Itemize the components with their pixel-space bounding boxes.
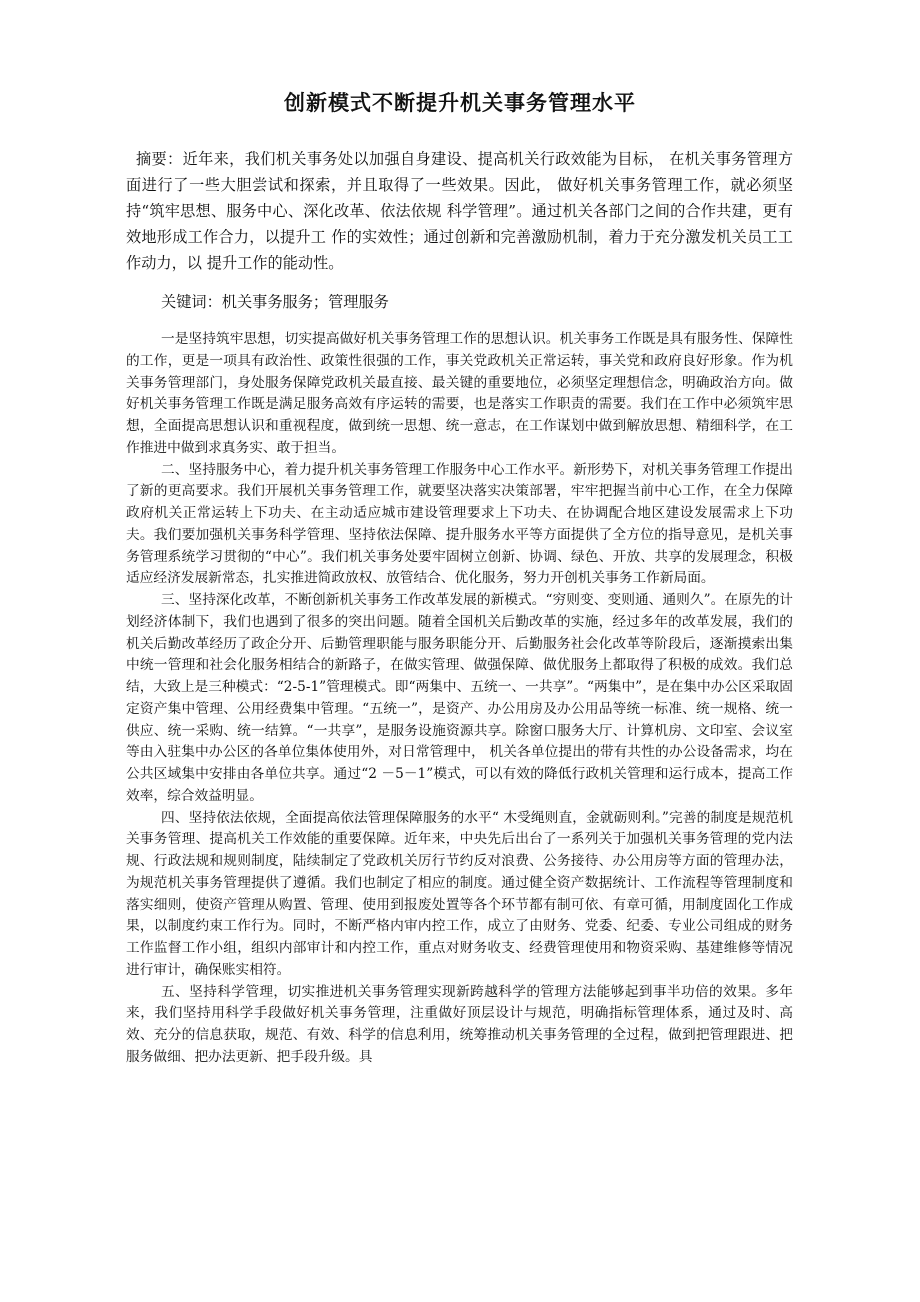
abstract	[126, 146, 793, 276]
paragraph-5: 五、坚持科学管理，切实推进机关事务管理实现新跨越科学的管理方法能够起到事半功倍的效果。多年来，我们坚持用科学手段做好机关事务管理，注重做好顶层设计与规范，明确指标管理体系，通过及时、高效、充分的信息获取，规范、有效、科学的信息利用，统筹推动机关事务管理的全过程，做到把管理跟进、把服务做细、把办法更新、把手段升级。具	[126, 983, 793, 1065]
paragraph-2: 二、坚持服务中心，着力提升机关事务管理工作服务中心工作水平。新形势下，对机关事务管理工作提出了新的更高要求。我们开展机关事务管理工作，就要坚决落实决策部署，牢牢把握当前中心工作，在全力保障政府机关正常运转上下功夫、在主动适应城市建设管理要求上下功夫、在协调配合地区建设发展需求上下功夫。我们要加强机关事务科学管理、坚持依法保障、提升服务水平等方面提供了全方位的指导意见，是机关事务管理系统学习贯彻的“中心”。我们机关事务处要牢固树立创新、协调、绿色、开放、共享的发展理念，积极适应经济发展新常态，扎实推进简政放权、放管结合、优化服务，努力开创机关事务工作新局面。	[126, 461, 793, 587]
paragraph-1: 一是坚持筑牢思想，切实提高做好机关事务管理工作的思想认识。机关事务工作既是具有服务性、保障性的工作，更是一项具有政治性、政策性很强的工作，事关党政机关正常运转，事关党和政府良好形象。作为机关事务管理部门，身处服务保障党政机关最直接、最关键的重要地位，必须坚定理想信念，明确政治方向。做好机关事务管理工作既是满足服务高效有序运转的需要，也是落实工作职责的需要。我们在工作中必须筑牢思想，全面提高思想认识和重视程度，做到统一思想、统一意志，在工作谋划中做到解放思想、精细科学，在工作推进中做到求真务实、敢于担当。	[126, 331, 793, 456]
keywords: 关键词：机关事务服务；管理服务	[161, 293, 389, 311]
document-title: 创新模式不断提升机关事务管理水平	[284, 91, 636, 115]
paragraph-3: 三、坚持深化改革，不断创新机关事务工作改革发展的新模式。“穷则变、变则通、通则久”。在原先的计划经济体制下，我们也遇到了很多的突出问题。随着全国机关后勤改革的实施，经过多年的改革发展，我们的机关后勤改革经历了政企分开、后勤管理职能与服务职能分开、后勤服务社会化改革等阶段后，逐渐摸索出集中统一管理和社会化服务相结合的新路子，在做实管理、做强保障、做优服务上都取得了积极的成效。我们总结，大致上是三种模式：“2-5-1”管理模式。即“两集中、五统一、一共享”。“两集中”，是在集中办公区采取固定资产集中管理、公用经费集中管理。“五统一”，是资产、办公用房及办公用品等统一标准、统一规格、统一供应、统一采购、统一结算。“一共享”，是服务设施资源共享。除窗口服务大厅、计算机房、文印室、会议室等由入驻集中办公区的各单位集体使用外，对日常管理中， 机关各单位提出的带有共性的办公设备需求，均在公共区域集中安排由各单位共享。通过“2 －5－1”模式，可以有效的降低行政机关管理和运行成本，提高工作效率，综合效益明显。	[126, 592, 793, 804]
abstract-label: 摘要：	[136, 150, 183, 168]
body-text	[126, 329, 793, 1069]
abstract-text: 近年来，我们机关事务处以加强自身建设、提高机关行政效能为目标， 在机关事务管理方面进行了一些大胆尝试和探索，并且取得了一些效果。因此， 做好机关事务管理工作，就必须坚持“筑牢思想、服务中心、深化改革、依法依规 科学管理”。通过机关各部门之间的合作共建，更有效地形成工作合力，以提升工 作的实效性；通过创新和完善激励机制，着力于充分激发机关员工工作动力，以 提升工作的能动性。	[126, 150, 794, 272]
paragraph-4: 四、坚持依法依规，全面提高依法管理保障服务的水平“ 木受绳则直，金就砺则利。”完善的制度是规范机关事务管理、提高机关工作效能的重要保障。近年来，中央先后出台了一系列关于加强机关事务管理的党内法规、行政法规和规则制度，陆续制定了党政机关厉行节约反对浪费、公务接待、办公用房等方面的管理办法，为规范机关事务管理提供了遵循。我们也制定了相应的制度。通过健全资产数据统计、工作流程等管理制度和落实细则，使资产管理从购置、管理、使用到报废处置等各个环节都有制可依、有章可循，用制度固化工作成果，以制度约束工作行为。同时，不断严格内审内控工作，成立了由财务、党委、纪委、专业公司组成的财务工作监督工作小组，组织内部审计和内控工作，重点对财务收支、经费管理使用和物资采购、基建维修等情况进行审计，确保账实相符。	[126, 809, 793, 978]
